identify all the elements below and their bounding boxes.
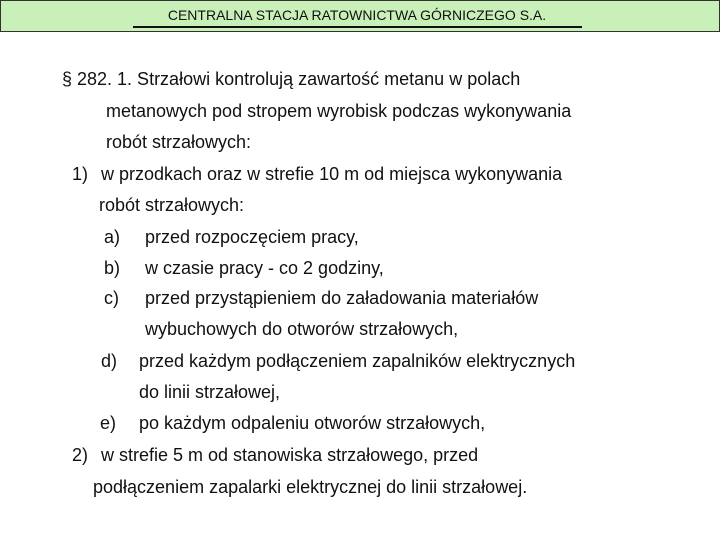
subitem-b-marker: b) xyxy=(104,258,121,278)
header-title: CENTRALNA STACJA RATOWNICTWA GÓRNICZEGO S.A. xyxy=(167,7,547,23)
item-1-marker: 1) xyxy=(72,164,89,184)
item-1-line-2: robót strzałowych: xyxy=(99,195,245,215)
intro-line-1: § 282. 1. Strzałowi kontrolują zawartość metanu w polach xyxy=(62,69,521,89)
subitem-d-line-2: do linii strzałowej, xyxy=(139,382,281,402)
intro-line-3: robót strzałowych: xyxy=(106,132,252,152)
subitem-c-line-1: przed przystąpieniem do załadowania materiałów xyxy=(145,288,539,308)
item-2-line-1: w strefie 5 m od stanowiska strzałowego, przed xyxy=(101,445,479,465)
subitem-e-marker: e) xyxy=(100,413,117,433)
subitem-e-line-1: po każdym odpaleniu otworów strzałowych, xyxy=(139,413,486,433)
subitem-a-line-1: przed rozpoczęciem pracy, xyxy=(145,227,359,247)
subitem-d-marker: d) xyxy=(101,351,118,371)
item-2-line-2: podłączeniem zapalarki elektrycznej do linii strzałowej. xyxy=(93,477,528,497)
subitem-b-line-1: w czasie pracy - co 2 godziny, xyxy=(145,258,384,278)
subitem-c-line-2: wybuchowych do otworów strzałowych, xyxy=(145,319,459,339)
item-2-marker: 2) xyxy=(72,445,89,465)
subitem-d-line-1: przed każdym podłączeniem zapalników elektrycznych xyxy=(139,351,576,371)
subitem-c-marker: c) xyxy=(104,288,119,308)
item-1-line-1: w przodkach oraz w strefie 10 m od miejsca wykonywania xyxy=(101,164,563,184)
subitem-a-marker: a) xyxy=(104,227,121,247)
intro-line-2: metanowych pod stropem wyrobisk podczas wykonywania xyxy=(106,101,572,121)
header-bar xyxy=(0,0,720,32)
header-underline xyxy=(133,26,582,28)
